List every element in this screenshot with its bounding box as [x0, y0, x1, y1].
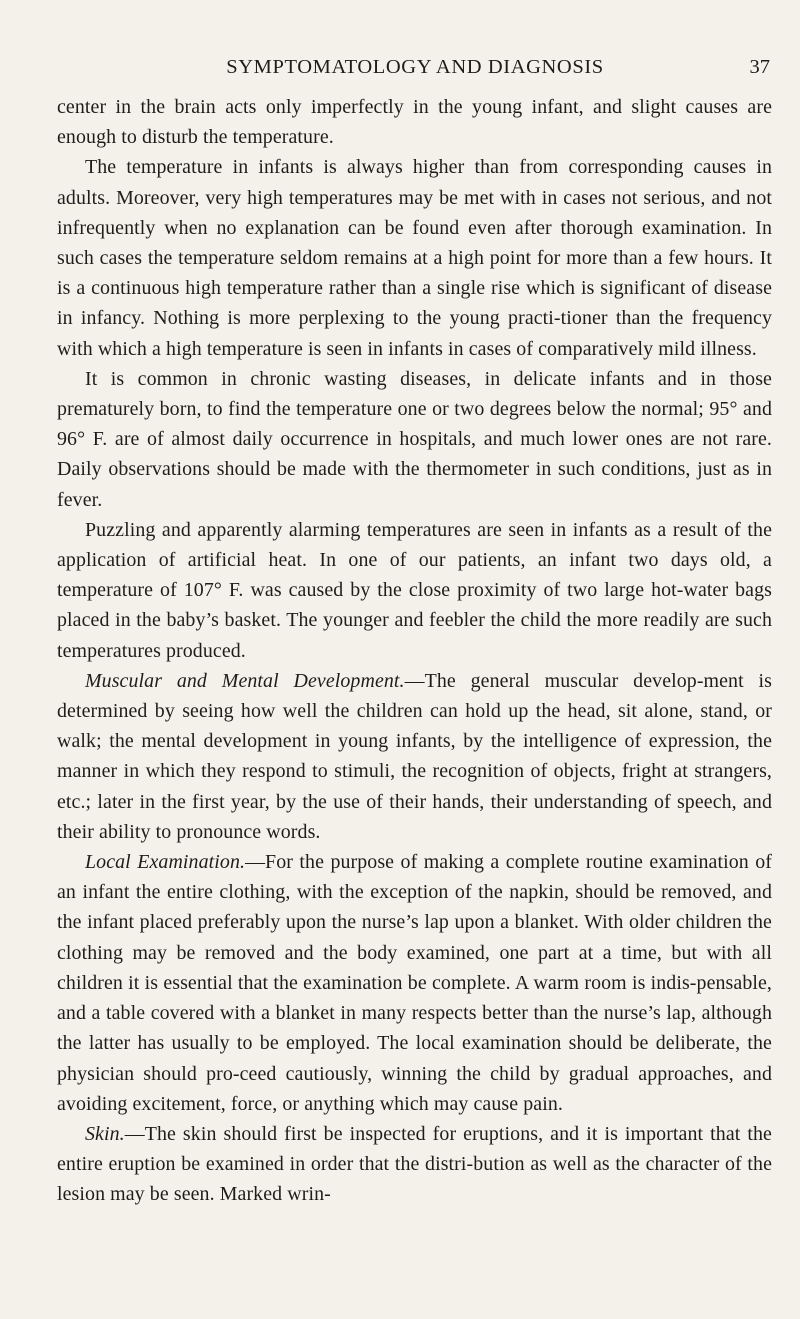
paragraph-text: It is common in chronic wasting diseases, in delicate infants and in those prematurely born, to find the temperature one or two degrees below the normal; 95° and 96° F. are of almost daily occurrence in hospitals, and much lower ones are not rare. Daily observations should be made with the thermometer in such conditions, just as in fever. — [57, 367, 772, 511]
paragraph-text: —The general muscular develop-ment is determined by seeing how well the children can hold up the head, sit alone, stand, or walk; the mental development in young infants, by the intelligence of expression, the manner in which they respond to stimuli, the recognition of objects, fright at strangers, etc.; later in the first year, by the use of their hands, their understanding of speech, and their ability to pronounce words. — [57, 669, 772, 843]
paragraph-text: The temperature in infants is always higher than from corresponding causes in adults. Moreover, very high temperatures may be met with in cases not serious, and not infrequently when no explanation can be found even after thorough examination. In such cases the temperature seldom remains at a high point for more than a few hours. It is a continuous high temperature rather than a single rise which is significant of disease in infancy. Nothing is more perplexing to the young practi-tioner than the frequency with which a high temperature is seen in infants in cases of comparatively mild illness. — [57, 156, 772, 360]
paragraph-local-examination — [57, 847, 772, 1119]
section-heading: Muscular and Mental Development. — [85, 669, 405, 692]
paragraph-continuation — [57, 92, 772, 152]
running-head — [60, 52, 770, 82]
paragraph-muscular-mental-development — [57, 666, 772, 847]
paragraph-text: —The skin should first be inspected for eruptions, and it is important that the entire eruption be examined in order that the distri-bution as well as the character of the lesion may be seen. Marked wrin- — [57, 1122, 772, 1206]
running-head-title: SYMPTOMATOLOGY AND DIAGNOSIS — [226, 56, 604, 78]
page-number: 37 — [749, 56, 770, 78]
paragraph-text: Puzzling and apparently alarming temperatures are seen in infants as a result of the application of artificial heat. In one of our patients, an infant two days old, a temperature of 107° F. was caused by the close proximity of two large hot-water bags placed in the baby’s basket. The younger and feebler the child the more readily are such temperatures produced. — [57, 518, 772, 662]
paragraph-text: —For the purpose of making a complete routine examination of an infant the entire clothing, with the exception of the napkin, should be removed, and the infant placed preferably upon the nurse’s lap upon a blanket. With older children the clothing may be removed and the body examined, one part at a time, but with all children it is essential that the examination be complete. A warm room is indis-pensable, and a table covered with a blanket in many respects better than the nurse’s lap, although the latter has usually to be employed. The local examination should be deliberate, the physician should pro-ceed cautiously, winning the child by gradual approaches, and avoiding excitement, force, or anything which may cause pain. — [57, 851, 772, 1115]
section-heading: Local Examination. — [85, 851, 246, 874]
paragraph-infant-temperature — [57, 152, 772, 363]
paragraph-subnormal-temperature — [57, 364, 772, 515]
section-heading: Skin. — [85, 1122, 125, 1145]
paragraph-artificial-heat — [57, 515, 772, 666]
body-text — [57, 92, 772, 1210]
paragraph-text: center in the brain acts only imperfectly in the young infant, and slight causes are enough to disturb the temperature. — [57, 96, 772, 149]
paragraph-skin — [57, 1119, 772, 1210]
